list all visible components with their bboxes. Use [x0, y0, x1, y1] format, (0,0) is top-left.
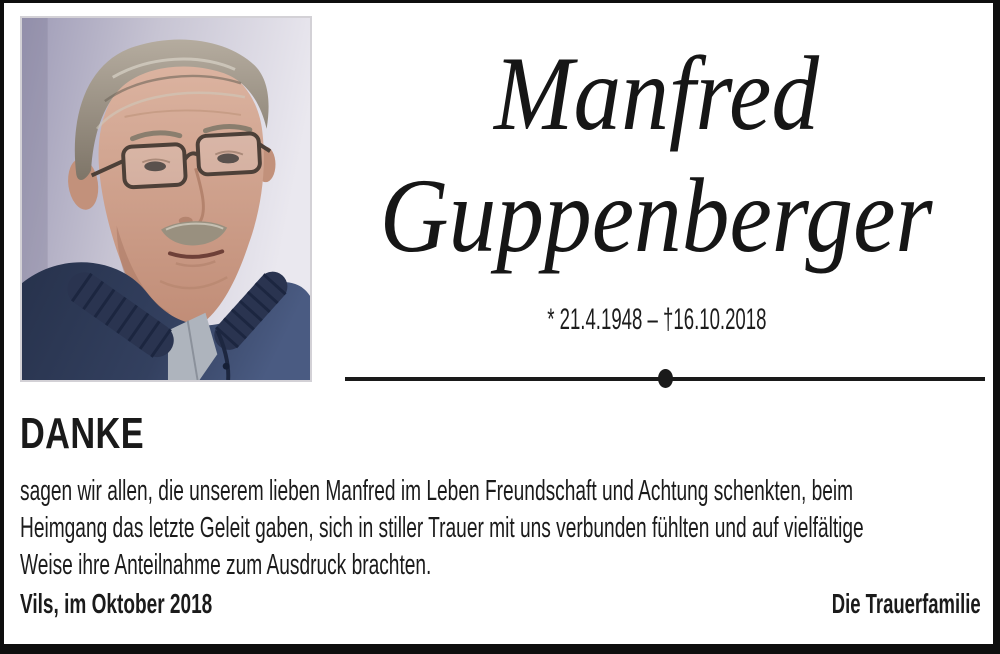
thanks-paragraph-line: Weise ihre Anteilnahme zum Ausdruck brachten. [20, 549, 432, 581]
signature-family: Die Trauerfamilie [832, 588, 981, 619]
thanks-paragraph [20, 473, 985, 584]
thanks-paragraph-line: Heimgang das letzte Geleit gaben, sich in stiller Trauer mit uns verbunden fühlten und auf vielfältige [20, 512, 864, 544]
birth-death-dates: * 21.4.1948 – †16.10.2018 [546, 303, 767, 336]
portrait-photo [20, 16, 312, 382]
obituary-card [4, 3, 993, 644]
thanks-paragraph-line: sagen wir allen, die unserem lieben Manfred im Leben Freundschaft und Achtung schenkten, beim [20, 475, 854, 507]
thanks-heading: DANKE [20, 409, 144, 458]
footer-row [20, 589, 981, 619]
place-and-date: Vils, im Oktober 2018 [20, 588, 213, 619]
header-column [324, 33, 989, 337]
deceased-last-name: Guppenberger [380, 157, 933, 274]
divider-line [345, 377, 985, 381]
portrait-illustration [22, 18, 310, 380]
deceased-first-name: Manfred [493, 35, 820, 152]
divider-dot [658, 369, 673, 388]
